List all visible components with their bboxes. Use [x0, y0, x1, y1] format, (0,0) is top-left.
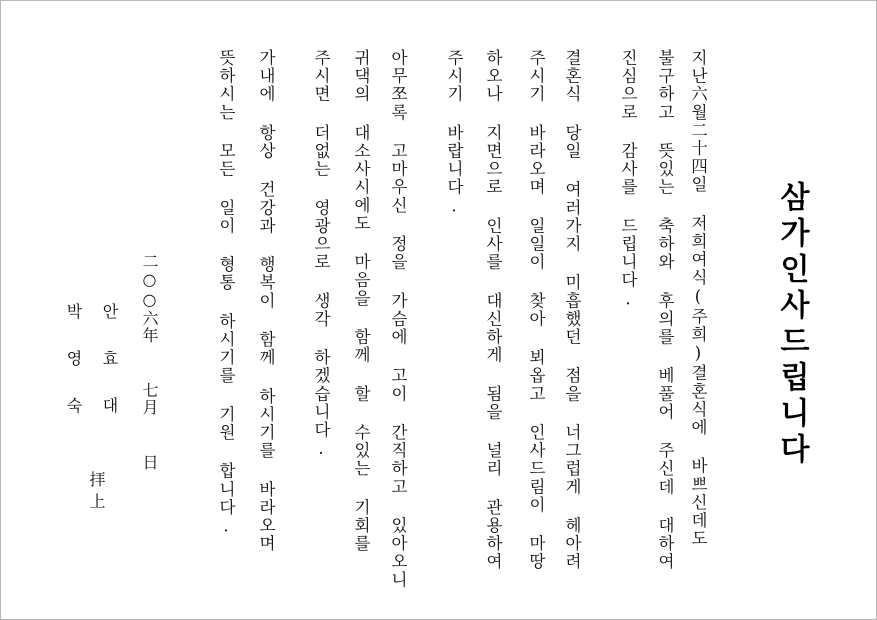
body-line-5: 주시기 바라오며 일일이 찾아 뵈옵고 인사드림이 마땅 [526, 49, 546, 571]
body-line-2: 불구하고 뜻있는 축하와 후의를 베풀어 주신데 대하여 [655, 49, 675, 571]
sender-name-1: 안 효 대 [100, 303, 119, 419]
date-line: 二○○六年 七月 日 [140, 253, 159, 471]
body-line-4: 결혼식 당일 여러가지 미흡했던 점을 너그럽게 헤아려 [562, 49, 582, 571]
sender-name-2: 박 영 숙 [64, 303, 83, 419]
body-line-3: 진심으로 감사를 드립니다. [618, 49, 638, 310]
body-line-10: 주시면 더없는 영광으로 생각 하겠습니다. [311, 49, 331, 460]
body-line-1: 지난六월二十四일 저희여식(주희)결혼식에 바쁘신데도 [688, 49, 708, 548]
body-line-7: 주시기 바랍니다. [444, 49, 464, 217]
body-line-12: 뜻하시는 모든 일이 형통 하시기를 기원 합니다. [216, 49, 236, 538]
body-line-11: 가내에 항상 건강과 행복이 함께 하시기를 바라오며 [256, 49, 276, 553]
card-title: 삼가인사드립니다 [774, 181, 809, 469]
sender-bow: 拝上 [87, 471, 106, 515]
body-line-9: 귀댁의 대소사시에도 마음을 함께 할 수있는 기회를 [351, 49, 371, 553]
body-line-8: 아무쪼록 고마우신 정을 가슴에 고이 간직하고 있아오니 [388, 49, 408, 589]
body-line-6: 하오나 지면으로 인사를 대신하게 됨을 널리 관용하여 [483, 49, 503, 571]
